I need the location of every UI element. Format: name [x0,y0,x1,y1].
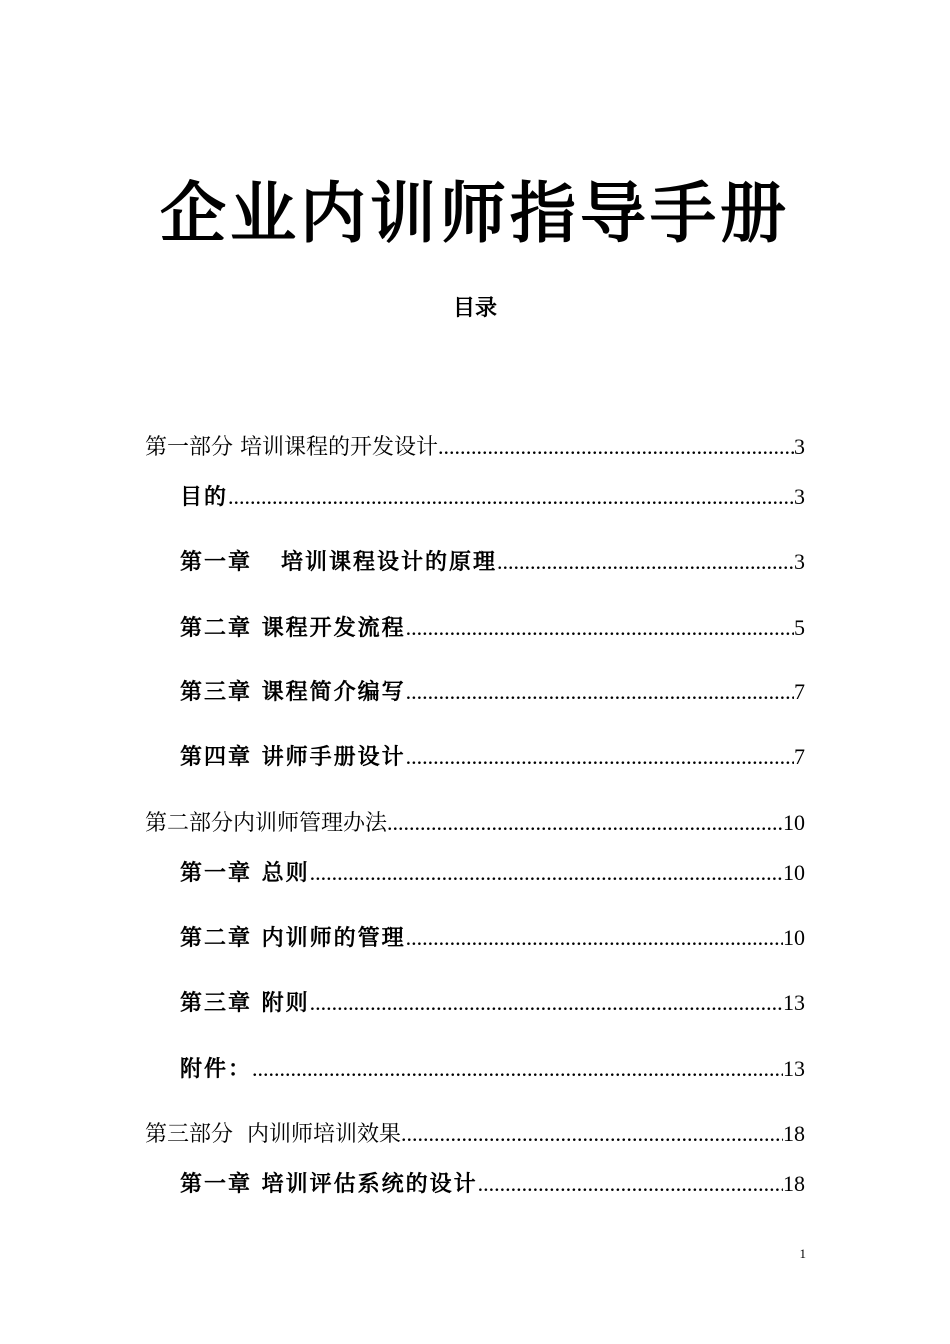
toc-entry-part2-chapter-2[interactable] [180,923,805,954]
toc-leader-dots [497,547,794,577]
toc-entry-purpose[interactable] [180,482,805,513]
toc-entry-part2-chapter-1[interactable] [180,858,805,889]
toc-leader-dots [406,677,794,707]
toc-entry-page: 18 [783,1121,805,1146]
page-number: 1 [799,1246,806,1261]
document-title: 企业内训师指导手册 [160,174,790,253]
toc-entry-part-3[interactable] [145,1119,805,1150]
toc-leader-dots [310,858,783,888]
toc-entry-page: 3 [794,549,805,574]
toc-leader-dots [406,923,783,953]
toc-entry-page: 13 [783,990,805,1015]
toc-entry-page: 7 [794,679,805,704]
toc-leader-dots [310,988,783,1018]
toc-entry-page: 10 [783,925,805,950]
toc-leader-dots [401,1119,783,1149]
toc-entry-part2-chapter-3[interactable] [180,988,805,1019]
toc-entry-label: 第一部分 培训课程的开发设计 [145,435,438,460]
toc-entry-label: 第一章 培训课程设计的原理 [180,550,497,575]
toc-leader-dots [438,432,794,462]
toc-leader-dots [252,1054,783,1084]
toc-entry-label: 第二章 内训师的管理 [180,926,406,951]
toc-entry-label: 第二部分内训师管理办法 [145,811,388,836]
toc-entry-label: 第四章 讲师手册设计 [180,745,406,770]
toc-entry-label: 第三部分 内训师培训效果 [145,1122,401,1147]
toc-entry-label: 第三章 课程简介编写 [180,680,406,705]
toc-leader-dots [228,482,794,512]
toc-entry-page: 10 [783,810,805,835]
toc-leader-dots [406,742,794,772]
toc-entry-page: 13 [783,1056,805,1081]
toc-leader-dots [478,1169,783,1199]
toc-entry-label: 附件： [180,1057,253,1082]
toc-entry-page: 5 [794,615,805,640]
toc-entry-label: 第一章 总则 [180,861,310,886]
toc-entry-part-1[interactable] [145,432,805,463]
toc-entry-part1-chapter-4[interactable] [180,742,805,773]
toc-entry-part3-chapter-1[interactable] [180,1169,805,1200]
toc-entry-page: 10 [783,860,805,885]
toc-entry-page: 3 [794,434,805,459]
toc-entry-label: 第三章 附则 [180,991,310,1016]
toc-entry-page: 7 [794,744,805,769]
toc-entry-part1-chapter-3[interactable] [180,677,805,708]
toc-entry-part1-chapter-1[interactable] [180,547,805,578]
toc-entry-attachments[interactable] [180,1054,805,1085]
toc-entry-label: 第一章 培训评估系统的设计 [180,1172,478,1197]
toc-entry-page: 18 [783,1171,805,1196]
toc-entry-part-2[interactable] [145,808,805,839]
toc-entry-part1-chapter-2[interactable] [180,613,805,644]
toc-entry-page: 3 [794,484,805,509]
toc-leader-dots [406,613,794,643]
toc-entry-label: 目的 [180,485,229,510]
toc-leader-dots [387,808,783,838]
toc-heading: 目录 [452,296,497,321]
toc-entry-label: 第二章 课程开发流程 [180,616,406,641]
